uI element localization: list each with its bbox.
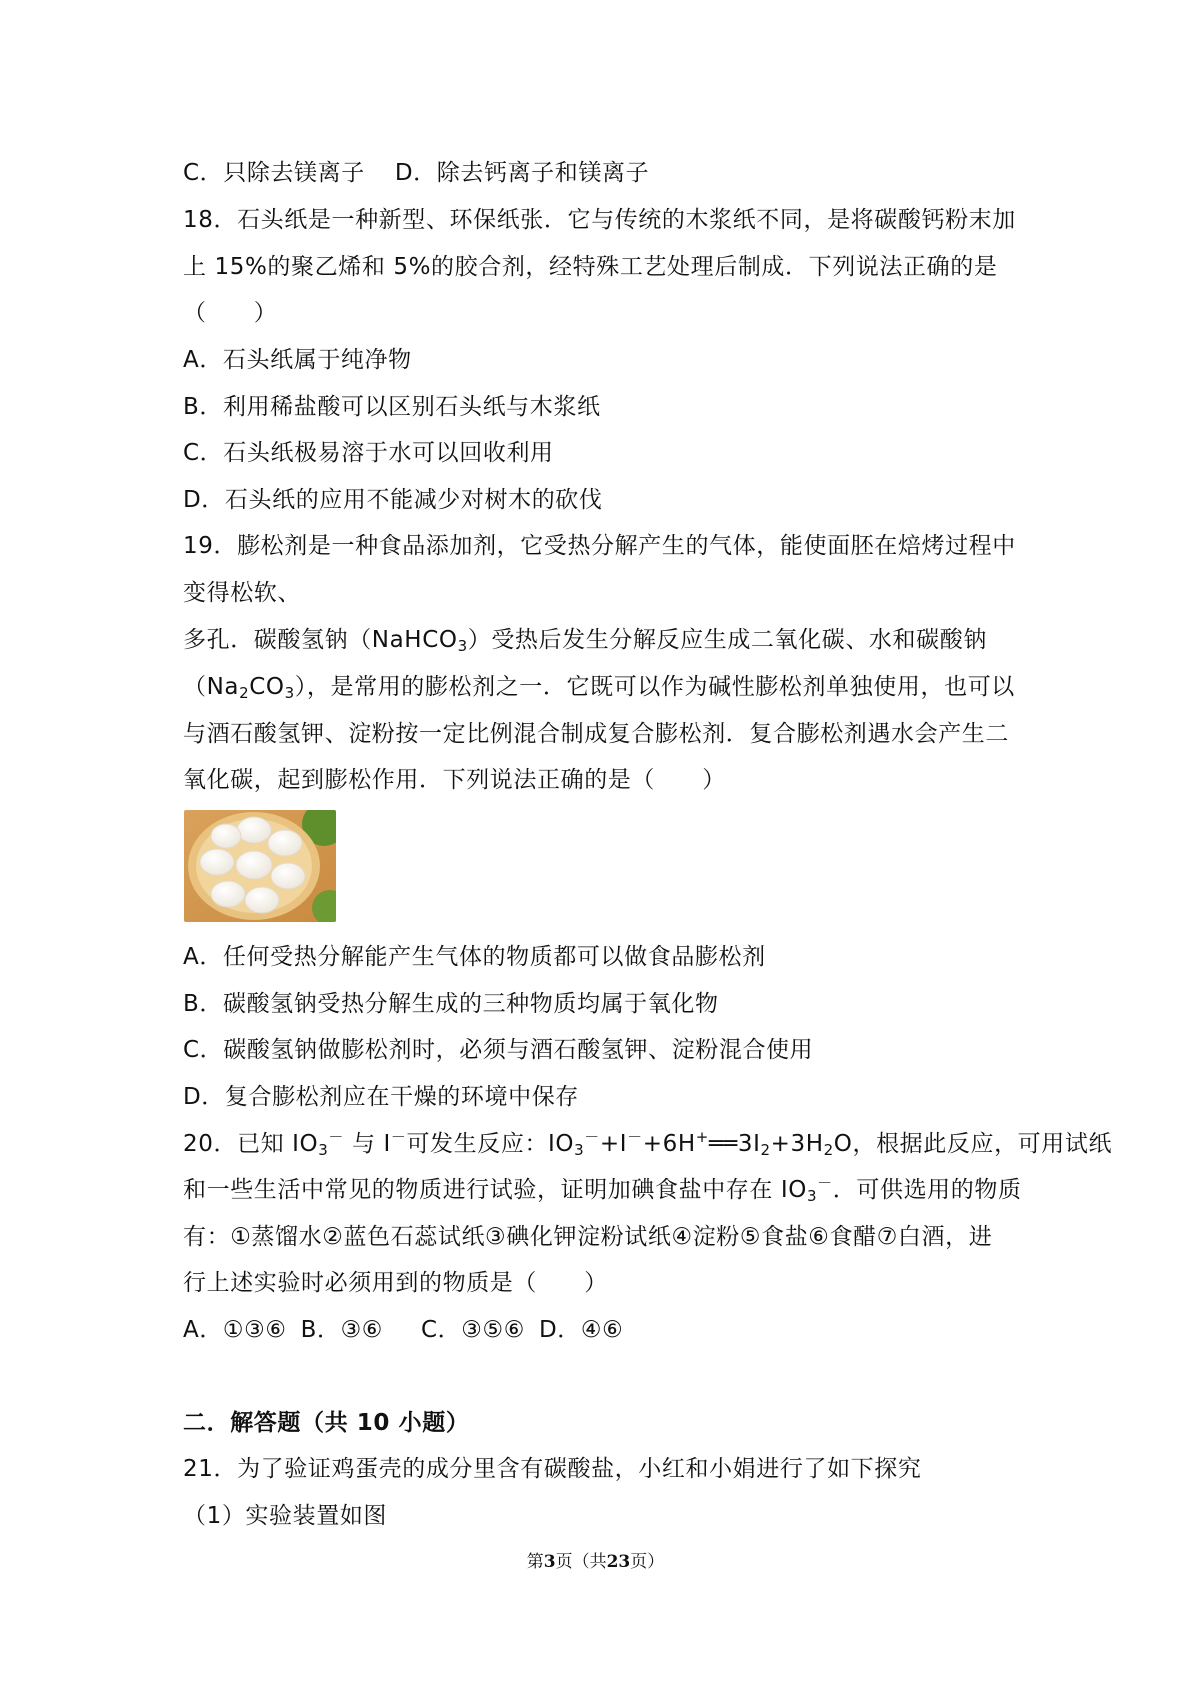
q18-option-c: C．石头纸极易溶于水可以回收利用 — [183, 440, 554, 466]
current-page-number: 3 — [543, 1552, 556, 1572]
q19-line-1: 19．膨松剂是一种食品添加剂，它受热分解产生的气体，能使面胚在焙烤过程中 — [183, 533, 1016, 559]
q19-option-a: A．任何受热分解能产生气体的物质都可以做食品膨松剂 — [183, 944, 766, 970]
q19-line-6: 氧化碳，起到膨松作用．下列说法正确的是（ ） — [183, 767, 726, 793]
q20-options-line — [183, 1314, 1023, 1346]
q18-line-3: （ ） — [183, 300, 278, 326]
q20-line-2: 和一些生活中常见的物质进行试验，证明加碘食盐中存在 $IO_3^-$．可供选用的物质 — [183, 1174, 1022, 1205]
q20-option-b: B．③⑥ — [300, 1317, 384, 1343]
q20-line-1: 20．已知 $IO_3^-$ 与 I－可发生反应：$IO_3^-+I^-+6H^+══3I_2+3H_2O$，根据此反应，可用试纸 — [183, 1128, 1113, 1159]
q20-option-d: D．④⑥ — [538, 1317, 624, 1343]
q18-option-b: B．利用稀盐酸可以区别石头纸与木浆纸 — [183, 394, 601, 420]
q18-option-a: A．石头纸属于纯净物 — [183, 347, 412, 373]
q21-line-1: 21．为了验证鸡蛋壳的成分里含有碳酸盐，小红和小娟进行了如下探究 — [183, 1456, 922, 1482]
q18-line-1: 18．石头纸是一种新型、环保纸张．它与传统的木浆纸不同，是将碳酸钙粉末加 — [183, 207, 1016, 233]
q20-option-c: C．③⑤⑥ — [421, 1317, 525, 1343]
q19-line-5: 与酒石酸氢钾、淀粉按一定比例混合制成复合膨松剂．复合膨松剂遇水会产生二 — [183, 721, 1009, 747]
q19-option-b: B．碳酸氢钠受热分解生成的三种物质均属于氧化物 — [183, 991, 719, 1017]
q19-line-2: 变得松软、 — [183, 580, 301, 606]
q21-line-2: （1）实验装置如图 — [183, 1503, 388, 1529]
option-d-q17: D．除去钙离子和镁离子 — [394, 160, 650, 186]
section-title-answer-questions: 二．解答题（共 10 小题） — [183, 1410, 470, 1436]
steamed-buns-photo — [184, 810, 336, 922]
option-c-q17: C．只除去镁离子 — [183, 160, 365, 186]
q18-option-d: D．石头纸的应用不能减少对树木的砍伐 — [183, 487, 603, 513]
q20-line-3: 有：①蒸馏水②蓝色石蕊试纸③碘化钾淀粉试纸④淀粉⑤食盐⑥食醋⑦白酒，进 — [183, 1224, 993, 1250]
options-line-q17 — [183, 157, 1023, 189]
q19-line-4: $(Na_2CO_3)$，是常用的膨松剂之一．它既可以作为碱性膨松剂单独使用，也可以 — [183, 674, 1015, 702]
q18-line-2: 上 15%的聚乙烯和 5%的胶合剂，经特殊工艺处理后制成．下列说法正确的是 — [183, 254, 998, 280]
q19-line-3: 多孔．碳酸氢钠（NaHCO$_3$）受热后发生分解反应生成二氧化碳、水和碳酸钠 — [183, 627, 987, 655]
q20-option-a: A．①③⑥ — [183, 1317, 287, 1343]
page-footer: 第3页（共23页） — [526, 1552, 665, 1572]
total-page-number: 23 — [606, 1552, 631, 1572]
q19-option-c: C．碳酸氢钠做膨松剂时，必须与酒石酸氢钾、淀粉混合使用 — [183, 1037, 814, 1063]
q20-line-4: 行上述实验时必须用到的物质是（ ） — [183, 1270, 608, 1296]
q19-option-d: D．复合膨松剂应在干燥的环境中保存 — [183, 1084, 579, 1110]
